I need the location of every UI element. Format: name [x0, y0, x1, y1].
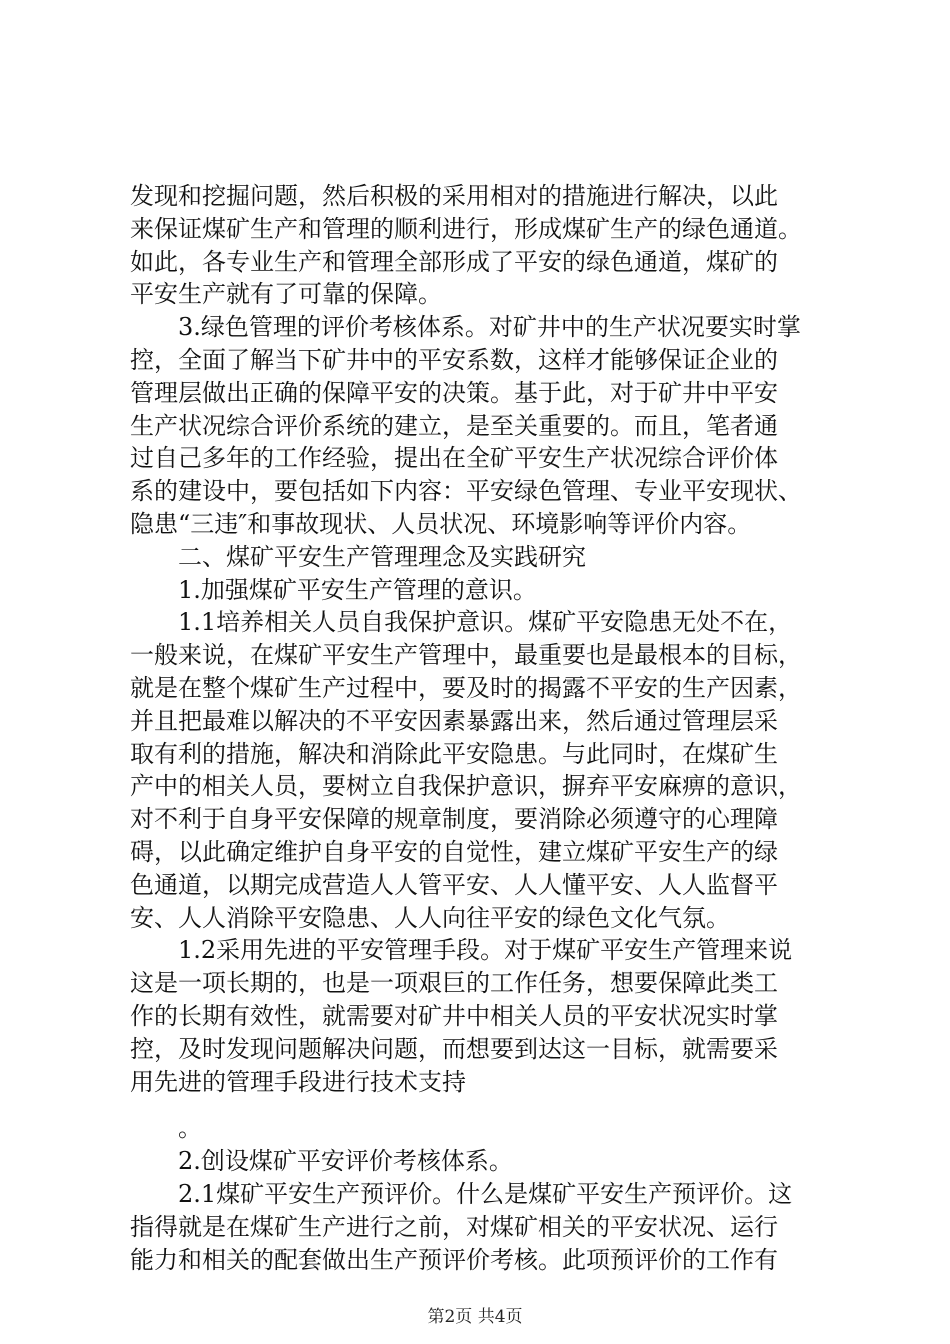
text-line: 指得就是在煤矿生产进行之前，对煤矿相关的平安状况、运行: [130, 1212, 778, 1241]
text-line: 取有利的措施，解决和消除此平安隐患。与此同时，在煤矿生: [130, 739, 778, 768]
text-line: 发现和挖掘问题，然后积极的采用相对的措施进行解决，以此: [130, 182, 778, 210]
text-line: 并且把最难以解决的不平安因素暴露出来，然后通过管理层采: [130, 706, 778, 735]
text-line: 控，全面了解当下矿井中的平安系数，这样才能够保证企业的: [130, 345, 778, 374]
text-line: 1.2采用先进的平安管理手段。对于煤矿平安生产管理来说: [130, 936, 793, 965]
text-line: 碍，以此确定维护自身平安的自觉性，建立煤矿平安生产的绿: [130, 837, 778, 866]
text-line: 管理层做出正确的保障平安的决策。基于此，对于矿井中平安: [130, 378, 778, 407]
text-line: 平安生产就有了可靠的保障。: [130, 280, 442, 309]
body-text: [130, 180, 830, 1276]
spacer: [130, 1098, 830, 1112]
text-line: 1.加强煤矿平安生产管理的意识。: [130, 575, 537, 604]
text-line: 一般来说，在煤矿平安生产管理中，最重要也是最根本的目标，: [130, 641, 802, 670]
text-line: 过自己多年的工作经验，提出在全矿平安生产状况综合评价体: [130, 444, 778, 473]
text-line: 系的建设中，要包括如下内容：平安绿色管理、专业平安现状、: [130, 477, 802, 506]
text-line: 隐患“三违″和事故现状、人员状况、环境影响等评价内容。: [130, 509, 752, 538]
paragraph-block-upper: [130, 180, 830, 1098]
text-line: 1.1培养相关人员自我保护意识。煤矿平安隐患无处不在，: [130, 608, 793, 637]
page-number-footer: 第2页 共4页: [427, 1307, 523, 1327]
text-line: 来保证煤矿生产和管理的顺利进行，形成煤矿生产的绿色通道。: [130, 214, 802, 243]
text-line: 如此，各专业生产和管理全部形成了平安的绿色通道，煤矿的: [130, 247, 778, 276]
paragraph-block-lower: [130, 1145, 830, 1276]
text-line: 用先进的管理手段进行技术支持: [130, 1067, 466, 1096]
text-line: 安、人人消除平安隐患、人人向往平安的绿色文化气氛。: [130, 903, 730, 932]
text-line: 产中的相关人员，要树立自我保护意识，摒弃平安麻痹的意识，: [130, 772, 802, 801]
text-line: 能力和相关的配套做出生产预评价考核。此项预评价的工作有: [130, 1245, 778, 1274]
text-line: 作的长期有效性，就需要对矿井中相关人员的平安状况实时掌: [130, 1001, 778, 1030]
text-line-period: 。: [130, 1114, 202, 1143]
text-line: 就是在整个煤矿生产过程中，要及时的揭露不平安的生产因素，: [130, 673, 802, 702]
text-line: 对不利于自身平安保障的规章制度，要消除必须遵守的心理障: [130, 805, 778, 834]
text-line: 3.绿色管理的评价考核体系。对矿井中的生产状况要实时掌: [130, 313, 801, 342]
text-line: 色通道，以期完成营造人人管平安、人人懂平安、人人监督平: [130, 870, 778, 899]
text-line: 二、煤矿平安生产管理理念及实践研究: [130, 542, 586, 571]
text-line: 控，及时发现问题解决问题，而想要到达这一目标，就需要采: [130, 1034, 778, 1063]
text-line: 这是一项长期的，也是一项艰巨的工作任务，想要保障此类工: [130, 969, 778, 998]
text-line: 生产状况综合评价系统的建立，是至关重要的。而且，笔者通: [130, 411, 778, 440]
text-line: 2.1煤矿平安生产预评价。什么是煤矿平安生产预评价。这: [130, 1179, 793, 1208]
text-line: 2.创设煤矿平安评价考核体系。: [130, 1147, 513, 1176]
